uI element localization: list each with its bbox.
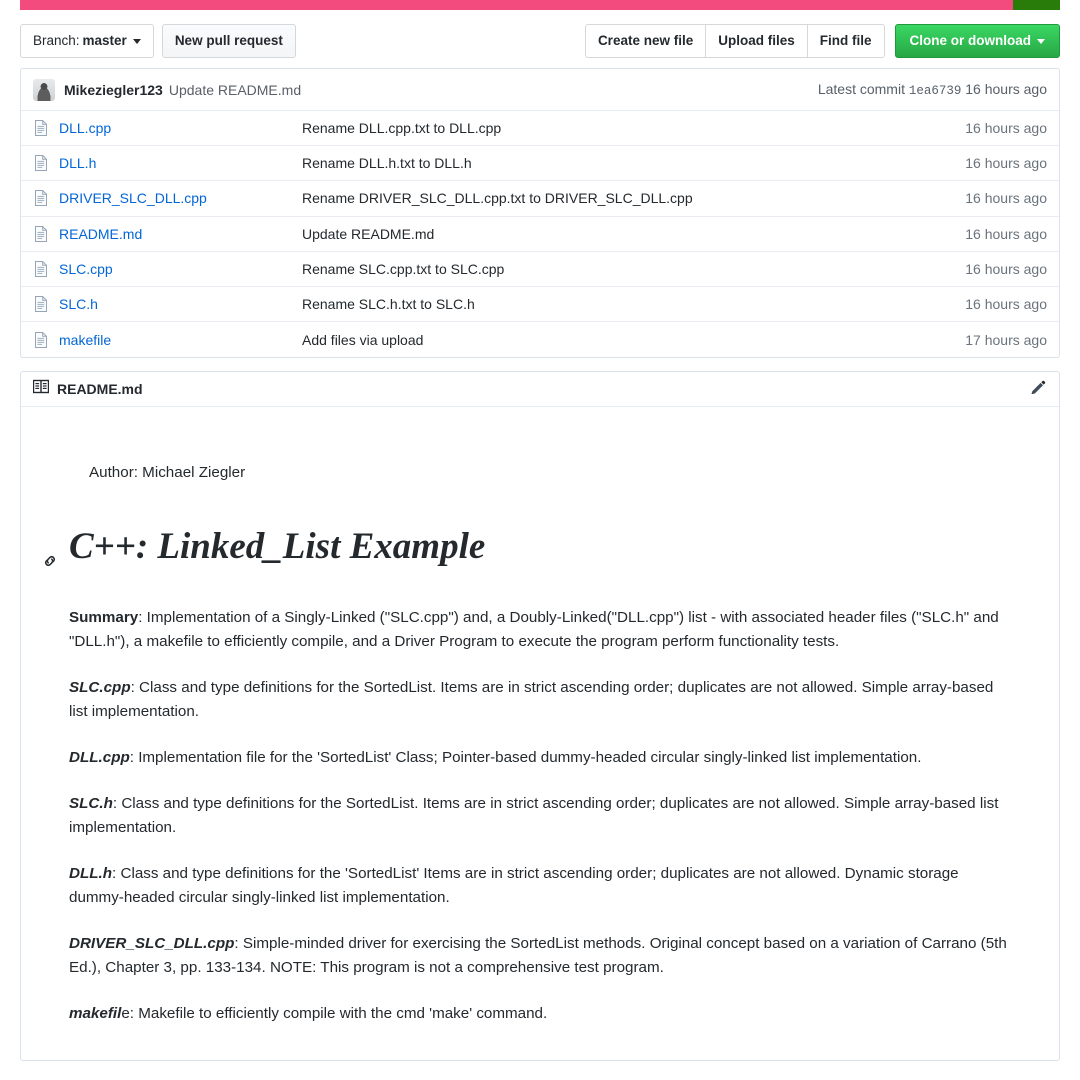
branch-selector-button[interactable] (20, 24, 154, 58)
create-new-file-button[interactable]: Create new file (585, 24, 705, 58)
file-commit-message[interactable]: Rename SLC.cpp.txt to SLC.cpp (302, 260, 505, 277)
language-segment (1013, 0, 1060, 10)
chevron-down-icon (1037, 39, 1045, 44)
file-icon (33, 120, 49, 136)
file-name-link[interactable]: README.md (59, 225, 143, 242)
file-name-link[interactable]: DLL.h (59, 155, 97, 172)
paragraph-lead-term: DLL.cpp (69, 748, 130, 766)
file-commit-age: 16 hours ago (965, 260, 1047, 277)
table-row (21, 252, 1059, 287)
paragraph-body-text: : Class and type definitions for the SortedList. Items are in strict ascending order; duplicates are not allowed. Simple array-based list implementation. (69, 678, 994, 720)
file-commit-message[interactable]: Rename DRIVER_SLC_DLL.cpp.txt to DRIVER_SLC_DLL.cpp (302, 190, 693, 207)
file-name-link[interactable]: SLC.cpp (59, 260, 113, 277)
branch-name-label: master (82, 33, 127, 49)
paragraph-body-text: : Implementation file for the 'SortedList' Class; Pointer-based dummy-headed circular singly-linked list implementation. (129, 748, 922, 766)
file-commit-message[interactable]: Rename DLL.cpp.txt to DLL.cpp (302, 120, 502, 137)
file-icon (33, 261, 49, 277)
readme-paragraph (69, 1002, 1011, 1026)
readme-content (21, 407, 1059, 1068)
paragraph-lead-term: makefil (69, 1004, 122, 1022)
file-icon (33, 190, 49, 206)
paragraph-body-text: : Class and type definitions for the SortedList. Items are in strict ascending order; duplicates are not allowed. Simple array-based list implementation. (69, 794, 999, 836)
file-icon (33, 155, 49, 171)
toolbar-right-group (585, 24, 1060, 58)
file-commit-message[interactable]: Rename SLC.h.txt to SLC.h (302, 296, 475, 313)
readme-paragraph (69, 746, 1011, 770)
latest-commit-bar (21, 69, 1059, 111)
readme-box (20, 371, 1060, 1061)
table-row (21, 146, 1059, 181)
avatar[interactable] (33, 79, 55, 101)
table-row (21, 181, 1059, 216)
table-row (21, 322, 1059, 357)
file-name-link[interactable]: DLL.cpp (59, 120, 112, 137)
file-name-link[interactable]: SLC.h (59, 296, 98, 313)
file-name-link[interactable]: makefile (59, 331, 112, 348)
readme-heading (69, 527, 1011, 568)
paragraph-body-text: e: Makefile to efficiently compile with the cmd 'make' command. (121, 1004, 548, 1022)
paragraph-lead-term: SLC.cpp (69, 678, 131, 696)
paragraph-lead-term: DRIVER_SLC_DLL.cpp (69, 934, 235, 952)
readme-title: README.md (57, 381, 143, 397)
paragraph-body-text: : Class and type definitions for the 'SortedList' Items are in strict ascending order; duplicates are not allowed. Dynamic storage dummy-headed circular singly-linked list implementation. (69, 864, 959, 906)
file-name-link[interactable]: DRIVER_SLC_DLL.cpp (59, 190, 207, 207)
readme-paragraph (69, 676, 1011, 724)
commit-sha[interactable]: 1ea6739 (908, 84, 962, 98)
table-row (21, 111, 1059, 146)
readme-paragraphs (69, 606, 1011, 1026)
file-commit-age: 16 hours ago (965, 225, 1047, 242)
paragraph-lead-term: SLC.h (69, 794, 113, 812)
new-pull-request-button[interactable]: New pull request (162, 24, 296, 58)
file-rows-container (21, 111, 1059, 357)
readme-header (21, 372, 1059, 407)
file-commit-age: 16 hours ago (965, 155, 1047, 172)
paragraph-lead-term: Summary (69, 608, 139, 626)
table-row (21, 217, 1059, 252)
readme-paragraph (69, 862, 1011, 910)
edit-pencil-icon[interactable] (1029, 380, 1047, 398)
clone-or-download-button[interactable] (895, 24, 1061, 58)
file-commit-message[interactable]: Rename DLL.h.txt to DLL.h (302, 155, 472, 172)
chevron-down-icon (133, 39, 141, 44)
toolbar-left-group (20, 24, 296, 58)
language-stats-bar (20, 0, 1060, 10)
readme-paragraph (69, 932, 1011, 980)
repo-action-toolbar (20, 24, 1060, 58)
readme-paragraph (69, 606, 1011, 654)
file-icon (33, 296, 49, 312)
file-commit-age: 16 hours ago (965, 190, 1047, 207)
paragraph-lead-term: DLL.h (69, 864, 113, 882)
language-segment (20, 0, 1013, 10)
clone-or-download-label: Clone or download (909, 33, 1031, 49)
readme-heading-text: C++: Linked_List Example (69, 526, 486, 568)
upload-files-button[interactable]: Upload files (705, 24, 807, 58)
commit-age: 16 hours ago (965, 81, 1047, 97)
latest-commit-info (818, 81, 1047, 98)
readme-author-line: Author: Michael Ziegler (89, 464, 246, 481)
file-commit-age: 16 hours ago (965, 120, 1047, 137)
file-commit-message[interactable]: Update README.md (302, 225, 435, 242)
paragraph-body-text: : Implementation of a Singly-Linked ("SLC.cpp") and, a Doubly-Linked("DLL.cpp") list - with associated header files ("SLC.h" and "DLL.h"), a makefile to efficiently compile, and a Driver Program to execute the program perform functionality tests. (69, 608, 999, 650)
latest-commit-label: Latest commit (817, 81, 905, 97)
branch-prefix-label: Branch: (33, 33, 80, 49)
paragraph-body-text: : Simple-minded driver for exercising the SortedList methods. Original concept based on a variation of Carrano (5th Ed.), Chapter 3, pp. 133-134. NOTE: This program is not a comprehensive test program. (69, 934, 1007, 976)
file-commit-age: 17 hours ago (965, 331, 1047, 348)
file-listing-box (20, 68, 1060, 358)
commit-message[interactable]: Update README.md (168, 81, 302, 98)
file-icon (33, 226, 49, 242)
file-commit-age: 16 hours ago (965, 296, 1047, 313)
anchor-link-icon[interactable] (41, 539, 59, 557)
commit-author-link[interactable]: Mikeziegler123 (64, 81, 163, 98)
file-actions-group (585, 24, 885, 58)
table-row (21, 287, 1059, 322)
file-commit-message[interactable]: Add files via upload (302, 331, 424, 348)
find-file-button[interactable]: Find file (807, 24, 885, 58)
readme-paragraph (69, 792, 1011, 840)
book-icon (33, 379, 49, 400)
file-icon (33, 332, 49, 348)
